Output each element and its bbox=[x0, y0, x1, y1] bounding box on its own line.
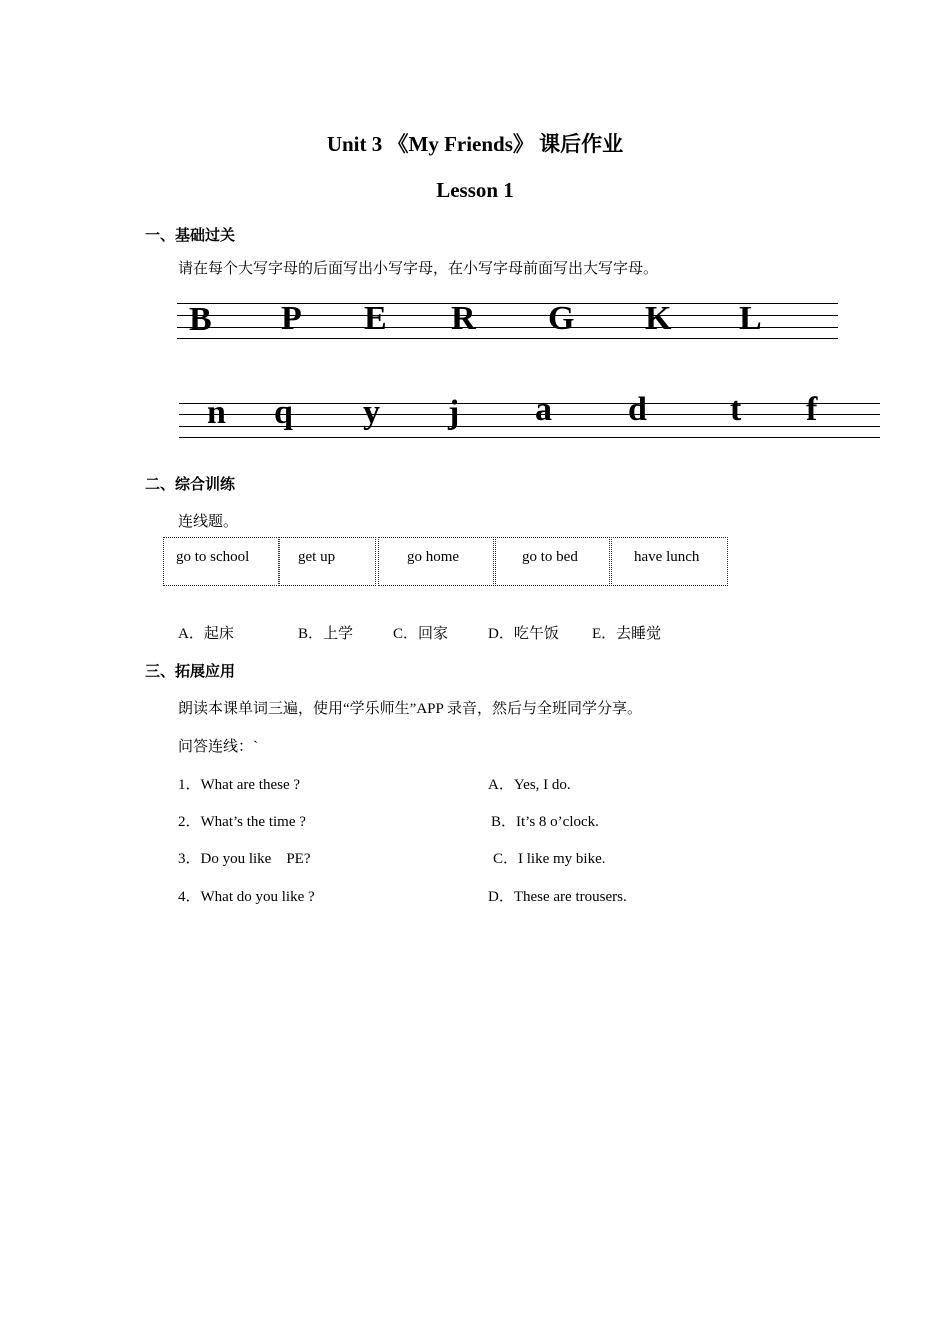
section1-heading: 一、基础过关 bbox=[145, 228, 236, 244]
phrase-label: have lunch bbox=[634, 549, 700, 565]
lowercase-letter: f bbox=[806, 391, 818, 428]
phrase-box-have-lunch[interactable] bbox=[611, 537, 728, 586]
section2-instruction: 连线题。 bbox=[178, 514, 239, 530]
option-d: D．吃午饭 bbox=[488, 626, 559, 642]
option-c: C．回家 bbox=[393, 626, 449, 642]
lowercase-letter: d bbox=[628, 391, 647, 428]
option-b: B．上学 bbox=[298, 626, 354, 642]
lowercase-letter: a bbox=[535, 391, 552, 428]
answer-item: B．It’s 8 o’clock. bbox=[491, 814, 599, 830]
phrase-label: go to school bbox=[176, 549, 250, 565]
uppercase-letter: G bbox=[548, 300, 575, 337]
uppercase-letter: L bbox=[739, 300, 762, 337]
question-item: 3．Do you like PE? bbox=[178, 851, 311, 867]
phrase-box-go-to-bed[interactable] bbox=[495, 537, 610, 586]
lowercase-letter: j bbox=[448, 394, 460, 431]
qa-label: 问答连线：` bbox=[178, 739, 258, 755]
section2-heading: 二、综合训练 bbox=[145, 477, 236, 493]
lesson-title: Lesson 1 bbox=[436, 178, 514, 202]
lowercase-letter: q bbox=[274, 394, 293, 431]
phrase-label: get up bbox=[298, 549, 336, 565]
writing-line bbox=[179, 437, 880, 438]
lowercase-letter: t bbox=[730, 391, 742, 428]
answer-item: C．I like my bike. bbox=[493, 851, 606, 867]
option-e: E．去睡觉 bbox=[592, 626, 662, 642]
question-item: 2．What’s the time ? bbox=[178, 814, 306, 830]
uppercase-letter: P bbox=[281, 300, 302, 337]
uppercase-letter: R bbox=[451, 300, 476, 337]
phrase-label: go to bed bbox=[522, 549, 578, 565]
uppercase-letter: K bbox=[645, 300, 672, 337]
section1-instruction: 请在每个大写字母的后面写出小写字母，在小写字母前面写出大写字母。 bbox=[178, 261, 659, 277]
question-item: 4．What do you like ? bbox=[178, 889, 315, 905]
question-item: 1．What are these ? bbox=[178, 777, 301, 793]
phrase-box-go-to-school[interactable] bbox=[163, 537, 279, 586]
uppercase-letter: E bbox=[364, 300, 387, 337]
phrase-box-get-up[interactable] bbox=[279, 537, 376, 586]
answer-item: D．These are trousers. bbox=[488, 889, 627, 905]
lowercase-letter: y bbox=[363, 394, 380, 431]
section3-heading: 三、拓展应用 bbox=[145, 664, 236, 680]
page-title: Unit 3 《My Friends》 课后作业 bbox=[326, 132, 624, 156]
answer-item: A．Yes, I do. bbox=[488, 777, 571, 793]
writing-line bbox=[177, 338, 838, 339]
uppercase-letter: B bbox=[189, 301, 212, 338]
phrase-box-go-home[interactable] bbox=[378, 537, 494, 586]
phrase-label: go home bbox=[407, 549, 460, 565]
option-a: A．起床 bbox=[178, 626, 234, 642]
lowercase-letter: n bbox=[207, 394, 226, 431]
section3-instruction: 朗读本课单词三遍，使用“学乐师生”APP 录音，然后与全班同学分享。 bbox=[178, 701, 643, 717]
